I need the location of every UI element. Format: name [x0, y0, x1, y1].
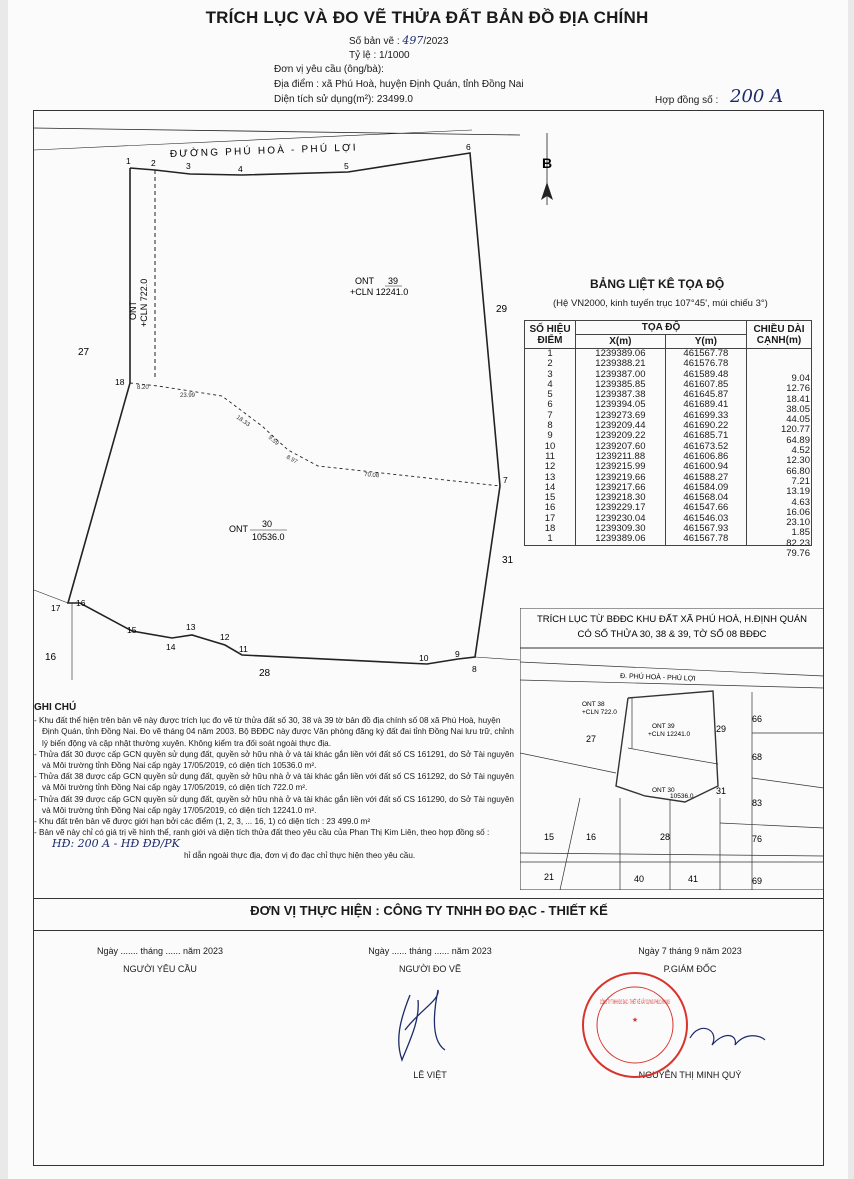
svg-text:12: 12 — [220, 632, 230, 642]
edge-length: 38.05 — [786, 403, 810, 415]
svg-text:7: 7 — [503, 475, 508, 485]
coord-row: 5 1239387.38 461645.87 — [525, 390, 812, 400]
scale: Tỷ lệ : 1/1000 — [349, 50, 410, 61]
svg-text:23.99: 23.99 — [180, 393, 196, 399]
edge-length: 44.05 — [786, 414, 810, 426]
svg-text:27: 27 — [586, 734, 597, 744]
edge-length: 82.23 — [786, 537, 810, 549]
svg-text:13: 13 — [186, 622, 196, 632]
coord-row: 1 1239389.06 461567.78 — [525, 349, 812, 360]
svg-text:ONT 39: ONT 39 — [652, 723, 675, 730]
coord-row: 10 1239207.60 461673.52 — [525, 442, 812, 452]
north-label: B — [542, 155, 553, 171]
parcel-39-type: ONT — [355, 276, 374, 286]
svg-text:70.08: 70.08 — [363, 472, 380, 480]
edge-length: 16.06 — [786, 506, 810, 518]
inset-title-1: TRÍCH LỤC TỪ BĐĐC KHU ĐẤT XÃ PHÚ HOÀ, H.ĐỊNH QUÁN — [536, 614, 808, 625]
svg-text:21: 21 — [544, 872, 555, 882]
svg-text:17: 17 — [51, 603, 61, 613]
note-item: - Thửa đất 39 được cấp GCN quyền sử dụng đất, quyền sở hữu nhà ở và tài khác gắn liền với đất số CS 161290, do Sở Tài nguyên và Môi trường tỉnh Đồng Nai cấp ngày 17/05/2019, có diện tích 12241.0 m². — [34, 794, 514, 815]
svg-text:+CLN 12241.0: +CLN 12241.0 — [648, 731, 691, 738]
coord-table-title: BẢNG LIỆT KÊ TỌA ĐỘ — [590, 277, 725, 291]
edge-length: 1.85 — [791, 527, 810, 539]
parcel-30-area: 10536.0 — [252, 532, 285, 542]
svg-text:5: 5 — [344, 161, 349, 171]
col-coord: TỌA ĐỘ — [576, 321, 747, 335]
edge-length: 12.30 — [786, 455, 810, 467]
area-line: Diện tích sử dụng(m²): 23499.0 — [274, 94, 413, 105]
neighbor-29: 29 — [496, 304, 508, 315]
coord-row: 9 1239209.22 461685.71 — [525, 431, 812, 441]
coord-table-subtitle: (Hệ VN2000, kinh tuyến trục 107°45', múi chiếu 3°) — [553, 298, 768, 309]
coord-row: 7 1239273.69 461699.33 — [525, 411, 812, 421]
edge-length: 64.89 — [786, 434, 810, 446]
coord-row: 13 1239219.66 461588.27 — [525, 473, 812, 483]
col-y: Y(m) — [665, 335, 746, 349]
svg-text:18.33: 18.33 — [234, 414, 251, 429]
svg-text:16: 16 — [586, 832, 597, 842]
note-item: - Thửa đất 30 được cấp GCN quyền sử dụng đất, quyền sở hữu nhà ở và tài khác gắn liền với đất số CS 161291, do Sở Tài nguyên và Môi trường tỉnh Đồng Nai cấp ngày 17/05/2019, có diện tích 10536.0 m². — [34, 749, 514, 771]
coord-row: 16 1239229.17 461547.66 — [525, 503, 812, 513]
requester-line: Đơn vị yêu cầu (ông/bà): — [274, 64, 384, 75]
col-point: SỐ HIỆU ĐIỂM — [525, 321, 576, 349]
neighbor-28: 28 — [259, 668, 271, 679]
col-x: X(m) — [576, 335, 666, 349]
svg-text:14: 14 — [166, 642, 176, 652]
svg-text:16: 16 — [76, 598, 86, 608]
coord-row: 8 1239209.44 461690.22 — [525, 421, 812, 431]
svg-text:8: 8 — [472, 664, 477, 674]
note-last: hỉ dẫn ngoài thực địa, đơn vị đo đạc chỉ thực hiện theo yêu cầu. — [184, 850, 416, 860]
edge-length: 7.21 — [791, 475, 810, 487]
svg-text:6: 6 — [466, 142, 471, 152]
svg-text:66: 66 — [752, 714, 763, 724]
edge-length: 66.80 — [786, 465, 810, 477]
signature-requester: Ngày ....... tháng ...... năm 2023 NGƯỜI YÊU CẦU — [96, 946, 224, 974]
neighbor-16: 16 — [45, 652, 57, 663]
svg-text:ONT 38: ONT 38 — [582, 701, 605, 708]
coord-row: 11 1239211.88 461606.86 — [525, 452, 812, 462]
note-item: - Thửa đất 38 được cấp GCN quyền sử dụng đất, quyền sở hữu nhà ở và tài khác gắn liền với đất số CS 161292, do Sở Tài nguyên và Môi trường tỉnh Đồng Nai cấp ngày 17/05/2019, có diện tích 722.0 m². — [34, 772, 514, 793]
surveyor-name: LÊ VIỆT — [413, 1070, 447, 1080]
location-line: Địa điểm : xã Phú Hoà, huyện Định Quán, tỉnh Đồng Nai — [274, 79, 524, 90]
svg-text:CÔNG TY TNHH ĐO ĐẠC - THIẾT KẾ: CÔNG TY TNHH ĐO ĐẠC - THIẾT KẾ XÂY DỰNG PHÚC KHANG — [600, 1000, 778, 1006]
parcel-39-number: 39 — [388, 276, 399, 286]
svg-text:8.97: 8.97 — [285, 454, 299, 466]
director-signature-icon — [690, 1028, 765, 1045]
inset-title-2: CÓ SỐ THỬA 30, 38 & 39, TỜ SỐ 08 BĐĐC — [577, 629, 767, 640]
svg-text:8.20: 8.20 — [137, 385, 149, 391]
svg-text:9: 9 — [455, 649, 460, 659]
svg-text:40: 40 — [634, 874, 645, 884]
parcel-39-cln: +CLN 12241.0 — [350, 287, 409, 297]
svg-text:ONT 30: ONT 30 — [652, 787, 675, 794]
svg-text:10: 10 — [419, 653, 429, 663]
edge-length: 4.63 — [791, 496, 810, 508]
svg-text:83: 83 — [752, 798, 763, 808]
parcel-38-type: ONT — [128, 301, 138, 320]
svg-text:9.59: 9.59 — [266, 434, 280, 448]
svg-text:11: 11 — [239, 644, 248, 654]
svg-text:68: 68 — [752, 752, 763, 762]
svg-text:41: 41 — [688, 874, 699, 884]
svg-text:69: 69 — [752, 876, 763, 886]
svg-text:+CLN 722.0: +CLN 722.0 — [582, 709, 617, 716]
parcel-38-cln: +CLN 722.0 — [139, 278, 149, 327]
svg-text:76: 76 — [752, 834, 763, 844]
coord-row: 12 1239215.99 461600.94 — [525, 462, 812, 472]
coord-row: 3 1239387.00 461589.48 — [525, 370, 812, 380]
coord-row: 18 1239309.30 461567.93 — [525, 524, 812, 534]
coord-row: 17 1239230.04 461546.03 — [525, 514, 812, 524]
edge-length: 18.41 — [786, 393, 810, 405]
neighbor-31: 31 — [502, 555, 514, 566]
contract-label: Hợp đồng số : — [655, 95, 719, 106]
svg-text:10536.0: 10536.0 — [670, 793, 694, 800]
svg-text:4: 4 — [238, 164, 243, 174]
neighbor-27: 27 — [78, 347, 90, 358]
svg-text:2: 2 — [151, 158, 156, 168]
svg-text:★: ★ — [631, 1017, 639, 1024]
edge-length: 13.19 — [786, 486, 810, 498]
signature-surveyor: Ngày ...... tháng ...... năm 2023 NGƯỜI ĐO VẼ LÊ VIỆT — [340, 946, 520, 1080]
coord-row: 1 1239389.06 461567.78 — [525, 534, 812, 545]
signature-director: Ngày 7 tháng 9 năm 2023 P.GIÁM ĐỐC NGUYỄN THỊ MINH QUÝ — [590, 946, 790, 1080]
notes-heading: GHI CHÚ — [34, 702, 77, 713]
svg-text:3: 3 — [186, 161, 191, 171]
coord-row: 6 1239394.05 461689.41 — [525, 400, 812, 410]
coord-row: 14 1239217.66 461584.09 — [525, 483, 812, 493]
edge-length: 12.76 — [786, 383, 810, 395]
svg-text:28: 28 — [660, 832, 671, 842]
note-item: - Khu đất thể hiện trên bản vẽ này được trích lục đo vẽ từ thửa đất số 30, 38 và 39 tờ bản đồ địa chính số 08 xã Phú Hoà, huyện Định Quán, tỉnh Đồng Nai. Đo vẽ tháng 04 năm 2003. Bộ BĐĐC này được Văn phòng đăng ký đất đai tỉnh Đồng Nai lưu trữ, chỉnh lý biến động và cập nhật thường xuyên. Không kiểm tra đối soát ngoài thực địa. — [34, 716, 514, 748]
inset-road: Đ. PHÚ HOÀ - PHÚ LỢI — [619, 673, 696, 683]
svg-text:18: 18 — [115, 377, 125, 387]
executing-unit: ĐƠN VỊ THỰC HIỆN : CÔNG TY TNHH ĐO ĐẠC - THIẾT KẾ — [250, 903, 608, 918]
director-name: NGUYỄN THỊ MINH QUÝ — [638, 1070, 742, 1080]
svg-text:15: 15 — [544, 832, 555, 842]
handwritten-contract: HĐ: 200 A - HĐ ĐĐ/PK — [52, 837, 180, 851]
drawing-number: Số bản vẽ : 497/2023 — [349, 34, 449, 47]
contract-number: 200 A — [730, 86, 784, 107]
svg-text:31: 31 — [716, 786, 727, 796]
note-item: - Khu đất trên bản vẽ được giới hạn bởi các điểm (1, 2, 3, ... 16, 1) có diện tích : 23 499.0 m² — [34, 817, 371, 827]
drawing-number-value: 497 — [402, 34, 424, 47]
note-item: - Bản vẽ này chỉ có giá trị về hình thể, ranh giới và diện tích thửa đất theo yêu cầu của Phan Thị Kim Liên, theo hợp đồng số : — [34, 828, 490, 838]
parcel-30-type: ONT — [229, 524, 248, 534]
surveyor-signature-icon — [399, 990, 445, 1060]
parcel-30-number: 30 — [262, 519, 273, 529]
edge-length: 120.77 — [780, 424, 810, 436]
edge-length: 4.52 — [791, 445, 810, 457]
document-title: TRÍCH LỤC VÀ ĐO VẼ THỬA ĐẤT BẢN ĐỒ ĐỊA CHÍNH — [205, 8, 649, 27]
road-label: ĐƯỜNG PHÚ HOÀ - PHÚ LỢI — [169, 142, 358, 160]
edge-length: 9.04 — [791, 373, 810, 384]
coord-row: 2 1239388.21 461576.78 — [525, 359, 812, 369]
coord-row: 4 1239385.85 461607.85 — [525, 380, 812, 390]
edge-length: 79.76 — [786, 548, 810, 560]
svg-text:1: 1 — [126, 156, 131, 166]
edge-length: 23.10 — [786, 517, 810, 529]
col-length: CHIỀU DÀI CẠNH(m) — [747, 321, 812, 349]
coord-row: 15 1239218.30 461568.04 — [525, 493, 812, 503]
svg-text:15: 15 — [127, 625, 137, 635]
svg-text:29: 29 — [716, 724, 727, 734]
